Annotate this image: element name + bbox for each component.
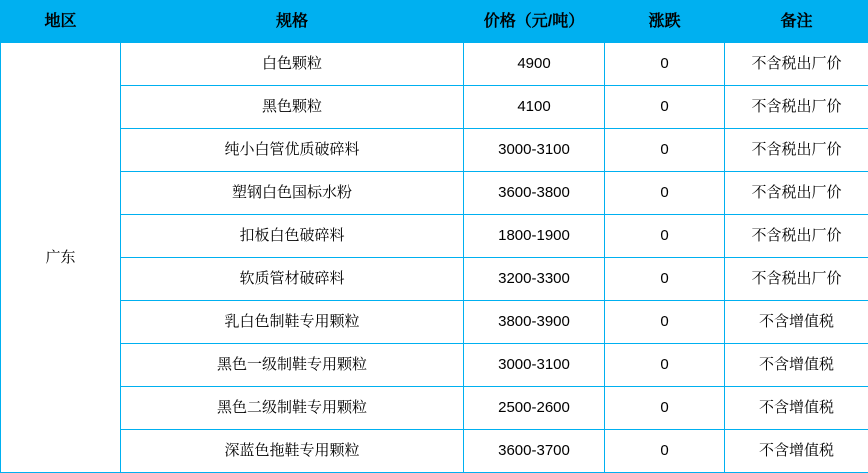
price-cell: 3000-3100 <box>464 344 605 387</box>
change-cell: 0 <box>605 344 725 387</box>
remark-cell: 不含税出厂价 <box>725 258 868 301</box>
price-cell: 4900 <box>464 43 605 86</box>
change-cell: 0 <box>605 301 725 344</box>
table-row <box>1 43 868 86</box>
price-cell: 3000-3100 <box>464 129 605 172</box>
table-header <box>1 1 868 43</box>
change-cell: 0 <box>605 129 725 172</box>
price-cell: 1800-1900 <box>464 215 605 258</box>
spec-cell: 黑色颗粒 <box>121 86 464 129</box>
column-header-remark: 备注 <box>725 1 868 43</box>
change-cell: 0 <box>605 258 725 301</box>
spec-cell: 深蓝色拖鞋专用颗粒 <box>121 430 464 473</box>
table-row <box>1 129 868 172</box>
spec-cell: 白色颗粒 <box>121 43 464 86</box>
table-row <box>1 344 868 387</box>
table-row <box>1 387 868 430</box>
column-header-price: 价格（元/吨） <box>464 1 605 43</box>
column-header-change: 涨跌 <box>605 1 725 43</box>
column-header-spec: 规格 <box>121 1 464 43</box>
spec-cell: 扣板白色破碎料 <box>121 215 464 258</box>
remark-cell: 不含税出厂价 <box>725 43 868 86</box>
price-cell: 3800-3900 <box>464 301 605 344</box>
spec-cell: 乳白色制鞋专用颗粒 <box>121 301 464 344</box>
spec-cell: 黑色一级制鞋专用颗粒 <box>121 344 464 387</box>
remark-cell: 不含税出厂价 <box>725 215 868 258</box>
remark-cell: 不含增值税 <box>725 430 868 473</box>
price-cell: 4100 <box>464 86 605 129</box>
change-cell: 0 <box>605 43 725 86</box>
remark-cell: 不含增值税 <box>725 387 868 430</box>
table-row <box>1 430 868 473</box>
table-row <box>1 301 868 344</box>
table-header-row <box>1 1 868 43</box>
region-cell: 广东 <box>1 43 121 473</box>
column-header-region: 地区 <box>1 1 121 43</box>
remark-cell: 不含增值税 <box>725 301 868 344</box>
remark-cell: 不含增值税 <box>725 344 868 387</box>
spec-cell: 黑色二级制鞋专用颗粒 <box>121 387 464 430</box>
change-cell: 0 <box>605 172 725 215</box>
price-cell: 3600-3800 <box>464 172 605 215</box>
price-cell: 3200-3300 <box>464 258 605 301</box>
change-cell: 0 <box>605 215 725 258</box>
spec-cell: 软质管材破碎料 <box>121 258 464 301</box>
price-cell: 2500-2600 <box>464 387 605 430</box>
spec-cell: 纯小白管优质破碎料 <box>121 129 464 172</box>
table-row <box>1 86 868 129</box>
table-row <box>1 215 868 258</box>
remark-cell: 不含税出厂价 <box>725 129 868 172</box>
remark-cell: 不含税出厂价 <box>725 86 868 129</box>
table-body <box>1 43 868 473</box>
change-cell: 0 <box>605 387 725 430</box>
spec-cell: 塑钢白色国标水粉 <box>121 172 464 215</box>
change-cell: 0 <box>605 86 725 129</box>
price-cell: 3600-3700 <box>464 430 605 473</box>
change-cell: 0 <box>605 430 725 473</box>
table-row <box>1 172 868 215</box>
remark-cell: 不含税出厂价 <box>725 172 868 215</box>
table-row <box>1 258 868 301</box>
